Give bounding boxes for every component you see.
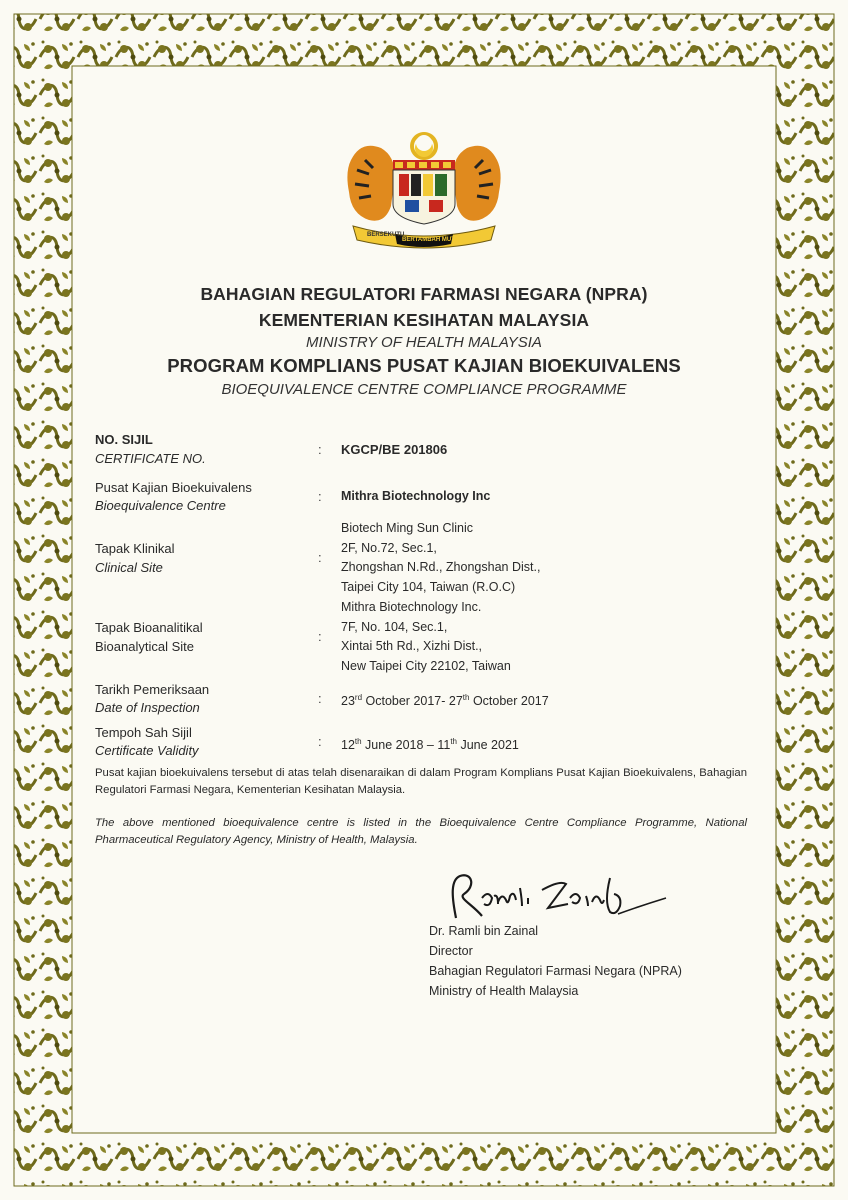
signer-block xyxy=(429,921,682,1001)
signer-ministry: Ministry of Health Malaysia xyxy=(429,984,579,998)
programme-title-en: BIOEQUIVALENCE CENTRE COMPLIANCE PROGRAMME xyxy=(221,381,627,398)
bioanalytical-label: Tapak Bioanalitikal xyxy=(95,620,203,635)
coat-of-arms-emblem xyxy=(343,130,505,250)
motto-left-text: BERSEKUTU xyxy=(367,232,405,238)
inspection-value: 23rd October 2017- 27th October 2017 xyxy=(341,693,549,709)
statement-english: The above mentioned bioequivalence centre is listed in the Bioequivalence Centre Compliance Programme, National Pharmaceutical Regulatory Agency, Ministry of Health, Malaysia. xyxy=(95,817,747,846)
address-line: 2F, No.72, Sec.1, xyxy=(341,540,437,555)
validity-label-en: Certificate Validity xyxy=(95,743,199,758)
motto-center-text: BERTAMBAH MUTU xyxy=(402,237,460,243)
colon: : xyxy=(318,550,322,565)
address-line: New Taipei City 22102, Taiwan xyxy=(341,658,511,673)
agency-title: BAHAGIAN REGULATORI FARMASI NEGARA (NPRA) xyxy=(200,284,648,304)
address-line: Mithra Biotechnology Inc. xyxy=(341,600,482,614)
clinical-address xyxy=(341,519,540,597)
validity-label: Tempoh Sah Sijil xyxy=(95,725,192,740)
signer-agency: Bahagian Regulatori Farmasi Negara (NPRA) xyxy=(429,964,682,978)
colon: : xyxy=(318,629,322,644)
bioanalytical-label-en: Bioanalytical Site xyxy=(95,639,194,654)
address-line: Zhongshan N.Rd., Zhongshan Dist., xyxy=(341,560,541,574)
colon: : xyxy=(318,442,322,457)
signer-title: Director xyxy=(429,944,473,958)
bioanalytical-address xyxy=(341,598,511,676)
statement-malay: Pusat kajian bioekuivalens tersebut di atas telah disenaraikan di dalam Program Komplians Pusat Kajian Bioekuivalens, Bahagian Regulatori Farmasi Negara, Kementerian Kesihatan Malaysia. xyxy=(95,767,747,796)
validity-value: 12th June 2018 – 11th June 2021 xyxy=(341,737,519,753)
colon: : xyxy=(318,489,322,504)
ministry-title-ms: KEMENTERIAN KESIHATAN MALAYSIA xyxy=(258,310,590,330)
cert-no-value: KGCP/BE 201806 xyxy=(341,442,448,457)
address-line: Xintai 5th Rd., Xizhi Dist., xyxy=(341,639,483,653)
programme-title-ms: PROGRAM KOMPLIANS PUSAT KAJIAN BIOEKUIVALENS xyxy=(167,355,681,376)
address-line: Taipei City 104, Taiwan (R.O.C) xyxy=(341,579,516,594)
ministry-title-en: MINISTRY OF HEALTH MALAYSIA xyxy=(306,334,542,351)
address-line: Biotech Ming Sun Clinic xyxy=(341,521,474,535)
signer-name: Dr. Ramli bin Zainal xyxy=(429,924,539,938)
inspection-label-en: Date of Inspection xyxy=(95,700,200,715)
centre-label: Pusat Kajian Bioekuivalens xyxy=(95,480,252,495)
inspection-label: Tarikh Pemeriksaan xyxy=(95,682,210,697)
clinical-label: Tapak Klinikal xyxy=(95,541,175,556)
colon: : xyxy=(318,691,322,706)
colon: : xyxy=(318,734,322,749)
address-line: 7F, No. 104, Sec.1, xyxy=(341,619,448,634)
cert-no-label-en: CERTIFICATE NO. xyxy=(95,451,206,466)
cert-no-label: NO. SIJIL xyxy=(95,432,153,447)
centre-label-en: Bioequivalence Centre xyxy=(95,498,226,513)
centre-value: Mithra Biotechnology Inc xyxy=(341,489,491,503)
director-signature xyxy=(442,868,672,928)
clinical-label-en: Clinical Site xyxy=(95,560,163,575)
